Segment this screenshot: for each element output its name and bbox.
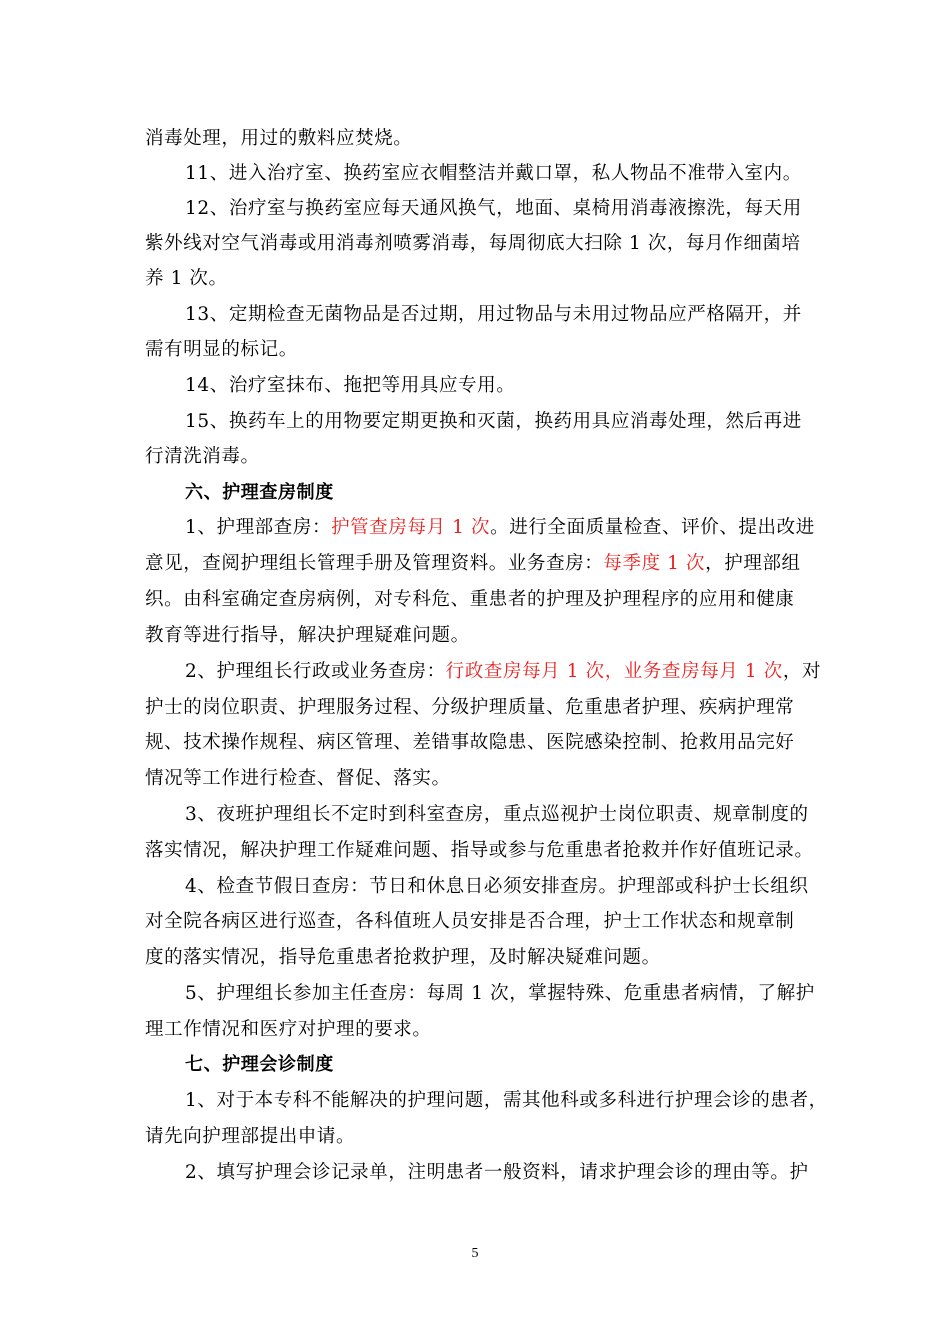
paragraph-line — [185, 875, 809, 899]
paragraph-line — [145, 232, 801, 256]
paragraph-line — [145, 552, 801, 576]
paragraph-line — [185, 197, 802, 221]
text-span: 紫外线对空气消毒或用消毒剂喷雾消毒，每周彻底大扫除 1 次，每月作细菌培 — [145, 233, 801, 254]
text-span: 11、进入治疗室、换药室应衣帽整洁并戴口罩，私人物品不准带入室内。 — [185, 163, 802, 184]
text-span: 度的落实情况，指导危重患者抢救护理，及时解决疑难问题。 — [145, 947, 661, 968]
section-heading — [185, 481, 334, 505]
paragraph-line — [185, 660, 821, 684]
text-span: 2、护理组长行政或业务查房： — [185, 661, 446, 682]
text-span: 12、治疗室与换药室应每天通风换气，地面、桌椅用消毒液擦洗，每天用 — [185, 198, 802, 219]
paragraph-line — [145, 767, 451, 791]
paragraph-line — [185, 303, 802, 327]
text-span: 3、夜班护理组长不定时到科室查房，重点巡视护士岗位职责、规章制度的 — [185, 804, 809, 825]
highlight-span: 护管查房每月 1 次 — [331, 517, 491, 538]
text-span: ，护理部组 — [705, 553, 801, 574]
text-span: 七、护理会诊制度 — [185, 1054, 334, 1075]
text-span: 。进行全面质量检查、评价、提出改进 — [490, 517, 815, 538]
paragraph-line — [145, 1018, 432, 1042]
text-span: 消毒处理，用过的敷料应焚烧。 — [145, 128, 413, 149]
text-span: 2、填写护理会诊记录单，注明患者一般资料，请求护理会诊的理由等。护 — [185, 1162, 809, 1183]
paragraph-line — [185, 803, 809, 827]
paragraph-line — [145, 1125, 355, 1149]
text-span: 14、治疗室抹布、拖把等用具应专用。 — [185, 375, 516, 396]
text-span: 请先向护理部提出申请。 — [145, 1126, 356, 1147]
text-span: 13、定期检查无菌物品是否过期，用过物品与未用过物品应严格隔开，并 — [185, 304, 802, 325]
section-heading — [185, 1053, 334, 1077]
text-span: 养 1 次。 — [145, 268, 228, 289]
paragraph-line — [185, 516, 815, 540]
paragraph-line — [185, 162, 802, 186]
text-span: 织。由科室确定查房病例，对专科危、重患者的护理及护理程序的应用和健康 — [145, 589, 795, 610]
text-span: 理工作情况和医疗对护理的要求。 — [145, 1019, 432, 1040]
text-span: 对全院各病区进行巡查，各科值班人员安排是否合理，护士工作状态和规章制 — [145, 911, 795, 932]
text-span: 意见，查阅护理组长管理手册及管理资料。业务查房： — [145, 553, 604, 574]
paragraph-line — [145, 839, 814, 863]
text-span: 情况等工作进行检查、督促、落实。 — [145, 768, 451, 789]
text-span: 15、换药车上的用物要定期更换和灭菌，换药用具应消毒处理，然后再进 — [185, 411, 802, 432]
paragraph-line — [145, 731, 794, 755]
paragraph-line — [185, 1161, 809, 1185]
text-span: 落实情况，解决护理工作疑难问题、指导或参与危重患者抢救并作好值班记录。 — [145, 840, 814, 861]
text-span: 行清洗消毒。 — [145, 446, 260, 467]
paragraph-line — [145, 946, 661, 970]
paragraph-line — [145, 338, 298, 362]
text-span: 护士的岗位职责、护理服务过程、分级护理质量、危重患者护理、疾病护理常 — [145, 697, 795, 718]
text-span: 5、护理组长参加主任查房：每周 1 次，掌握特殊、危重患者病情，了解护 — [185, 983, 815, 1004]
text-span: 4、检查节假日查房：节日和休息日必须安排查房。护理部或科护士长组织 — [185, 876, 809, 897]
paragraph-line — [145, 910, 794, 934]
paragraph-line — [145, 696, 794, 720]
highlight-span: 每季度 1 次 — [603, 553, 706, 574]
text-span: 需有明显的标记。 — [145, 339, 298, 360]
paragraph-line — [145, 127, 412, 151]
text-span: 1、对于本专科不能解决的护理问题，需其他科或多科进行护理会诊的患者， — [185, 1090, 828, 1111]
paragraph-line — [185, 374, 515, 398]
text-span: 六、护理查房制度 — [185, 482, 334, 503]
paragraph-line — [185, 1089, 828, 1113]
paragraph-line — [145, 624, 470, 648]
paragraph-line — [145, 588, 794, 612]
highlight-span: 行政查房每月 1 次，业务查房每月 1 次 — [445, 661, 783, 682]
text-span: 规、技术操作规程、病区管理、差错事故隐患、医院感染控制、抢救用品完好 — [145, 732, 795, 753]
paragraph-line — [145, 445, 260, 469]
paragraph-line — [185, 410, 802, 434]
page-number: 5 — [471, 1246, 479, 1261]
paragraph-line — [145, 267, 228, 291]
text-span: ，对 — [782, 661, 822, 682]
paragraph-line — [185, 982, 815, 1006]
text-span: 1、护理部查房： — [185, 517, 332, 538]
text-span: 教育等进行指导，解决护理疑难问题。 — [145, 625, 470, 646]
